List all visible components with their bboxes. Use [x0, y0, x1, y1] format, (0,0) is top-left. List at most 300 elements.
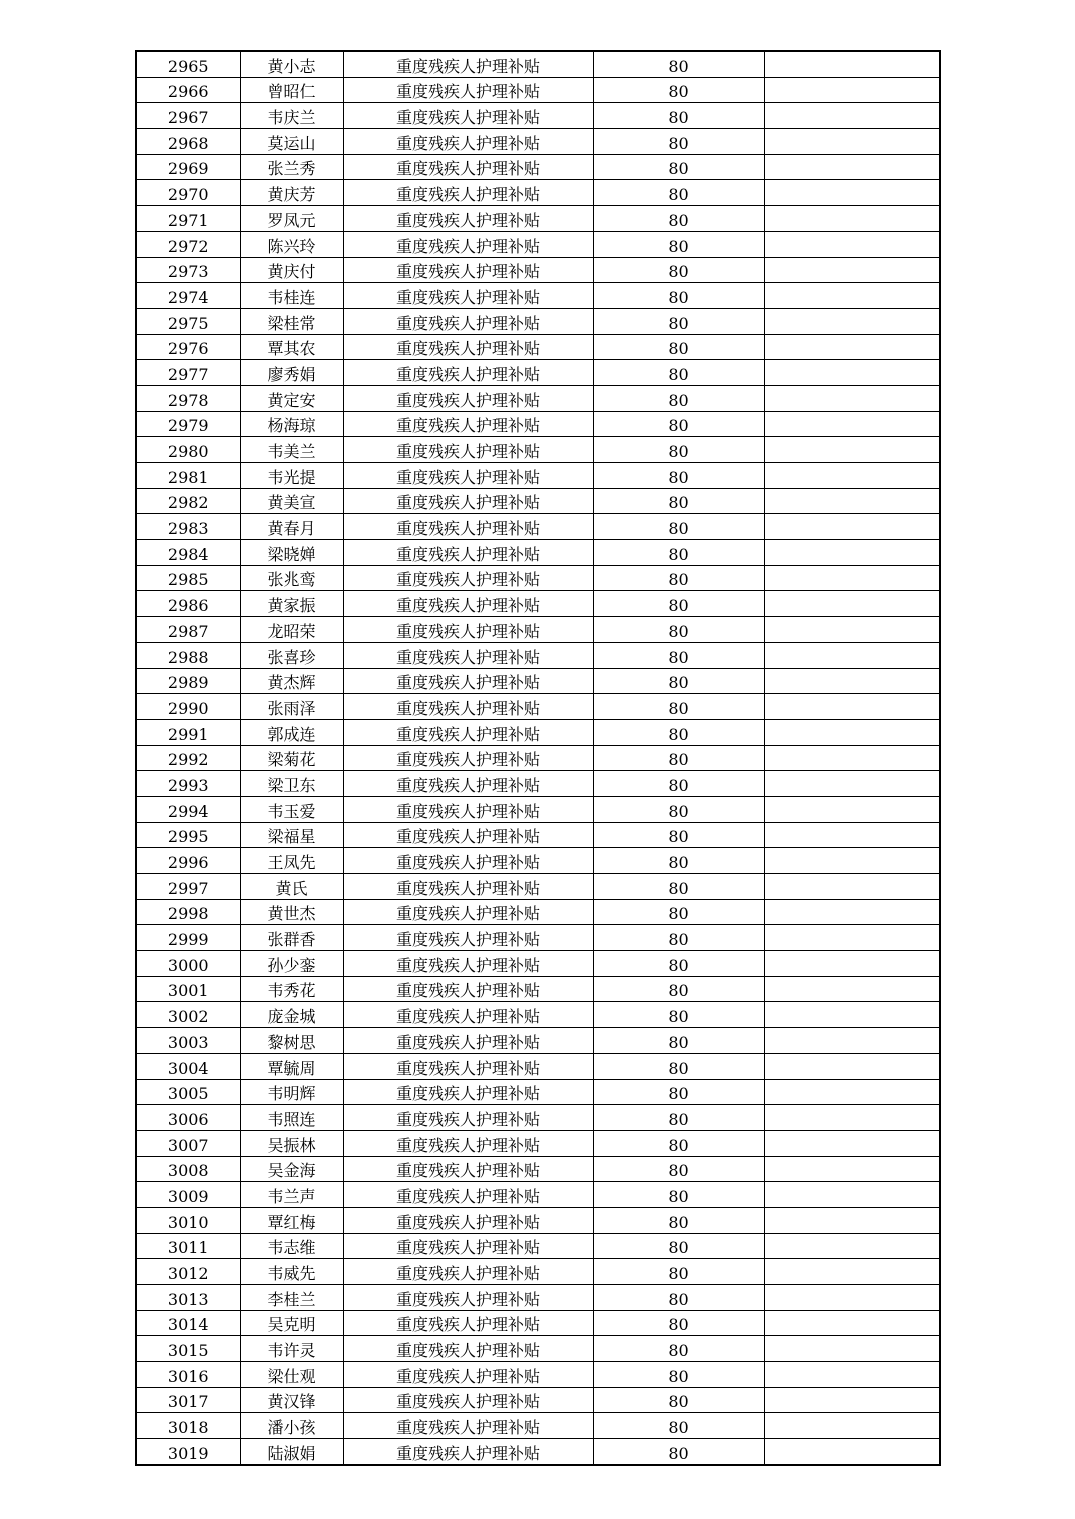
- name-cell: 黄庆芳: [240, 180, 343, 206]
- table-row: [136, 1310, 940, 1336]
- note-cell: [764, 411, 940, 437]
- amount-cell: 80: [593, 437, 764, 463]
- subsidy-type-cell: 重度残疾人护理补贴: [343, 1028, 593, 1054]
- amount-cell: 80: [593, 283, 764, 309]
- row-number-cell: 2995: [136, 822, 240, 848]
- amount-cell: 80: [593, 51, 764, 77]
- row-number-cell: 2967: [136, 103, 240, 129]
- note-cell: [764, 231, 940, 257]
- table-row: [136, 925, 940, 951]
- amount-cell: 80: [593, 642, 764, 668]
- table-row: [136, 231, 940, 257]
- table-row: [136, 129, 940, 155]
- row-number-cell: 2981: [136, 463, 240, 489]
- note-cell: [764, 822, 940, 848]
- name-cell: 黄氏: [240, 874, 343, 900]
- note-cell: [764, 463, 940, 489]
- table-row: [136, 1028, 940, 1054]
- amount-cell: 80: [593, 1156, 764, 1182]
- amount-cell: 80: [593, 540, 764, 566]
- note-cell: [764, 308, 940, 334]
- table-row: [136, 1336, 940, 1362]
- table-row: [136, 437, 940, 463]
- subsidy-type-cell: 重度残疾人护理补贴: [343, 642, 593, 668]
- subsidy-type-cell: 重度残疾人护理补贴: [343, 719, 593, 745]
- row-number-cell: 3003: [136, 1028, 240, 1054]
- subsidy-type-cell: 重度残疾人护理补贴: [343, 822, 593, 848]
- name-cell: 韦光提: [240, 463, 343, 489]
- table-row: [136, 1207, 940, 1233]
- amount-cell: 80: [593, 1387, 764, 1413]
- subsidy-type-cell: 重度残疾人护理补贴: [343, 51, 593, 77]
- table-row: [136, 463, 940, 489]
- table-row: [136, 848, 940, 874]
- row-number-cell: 2966: [136, 77, 240, 103]
- row-number-cell: 2985: [136, 565, 240, 591]
- table-row: [136, 1053, 940, 1079]
- note-cell: [764, 617, 940, 643]
- amount-cell: 80: [593, 1105, 764, 1131]
- subsidy-type-cell: 重度残疾人护理补贴: [343, 591, 593, 617]
- table-row: [136, 257, 940, 283]
- name-cell: 张喜珍: [240, 642, 343, 668]
- row-number-cell: 2969: [136, 154, 240, 180]
- subsidy-type-cell: 重度残疾人护理补贴: [343, 514, 593, 540]
- note-cell: [764, 642, 940, 668]
- subsidy-type-cell: 重度残疾人护理补贴: [343, 77, 593, 103]
- table-row: [136, 1182, 940, 1208]
- note-cell: [764, 103, 940, 129]
- amount-cell: 80: [593, 745, 764, 771]
- row-number-cell: 3008: [136, 1156, 240, 1182]
- note-cell: [764, 1053, 940, 1079]
- note-cell: [764, 796, 940, 822]
- note-cell: [764, 206, 940, 232]
- name-cell: 庞金城: [240, 1002, 343, 1028]
- subsidy-type-cell: 重度残疾人护理补贴: [343, 1233, 593, 1259]
- table-row: [136, 642, 940, 668]
- subsidy-type-cell: 重度残疾人护理补贴: [343, 1413, 593, 1439]
- row-number-cell: 3018: [136, 1413, 240, 1439]
- table-row: [136, 617, 940, 643]
- note-cell: [764, 1207, 940, 1233]
- row-number-cell: 3002: [136, 1002, 240, 1028]
- amount-cell: 80: [593, 1207, 764, 1233]
- amount-cell: 80: [593, 77, 764, 103]
- row-number-cell: 2987: [136, 617, 240, 643]
- table-row: [136, 103, 940, 129]
- note-cell: [764, 1182, 940, 1208]
- name-cell: 韦桂连: [240, 283, 343, 309]
- table-row: [136, 565, 940, 591]
- amount-cell: 80: [593, 848, 764, 874]
- name-cell: 莫运山: [240, 129, 343, 155]
- row-number-cell: 3019: [136, 1439, 240, 1465]
- subsidy-type-cell: 重度残疾人护理补贴: [343, 694, 593, 720]
- name-cell: 黄庆付: [240, 257, 343, 283]
- subsidy-type-cell: 重度残疾人护理补贴: [343, 745, 593, 771]
- amount-cell: 80: [593, 206, 764, 232]
- note-cell: [764, 1130, 940, 1156]
- name-cell: 韦志维: [240, 1233, 343, 1259]
- table-row: [136, 951, 940, 977]
- amount-cell: 80: [593, 796, 764, 822]
- row-number-cell: 3009: [136, 1182, 240, 1208]
- subsidy-type-cell: 重度残疾人护理补贴: [343, 796, 593, 822]
- row-number-cell: 2973: [136, 257, 240, 283]
- table-row: [136, 308, 940, 334]
- subsidy-type-cell: 重度残疾人护理补贴: [343, 1053, 593, 1079]
- amount-cell: 80: [593, 694, 764, 720]
- row-number-cell: 2999: [136, 925, 240, 951]
- amount-cell: 80: [593, 565, 764, 591]
- amount-cell: 80: [593, 822, 764, 848]
- amount-cell: 80: [593, 874, 764, 900]
- note-cell: [764, 1105, 940, 1131]
- amount-cell: 80: [593, 925, 764, 951]
- note-cell: [764, 976, 940, 1002]
- note-cell: [764, 874, 940, 900]
- name-cell: 吴克明: [240, 1310, 343, 1336]
- name-cell: 梁晓婵: [240, 540, 343, 566]
- note-cell: [764, 1233, 940, 1259]
- note-cell: [764, 694, 940, 720]
- row-number-cell: 3004: [136, 1053, 240, 1079]
- amount-cell: 80: [593, 1336, 764, 1362]
- row-number-cell: 2990: [136, 694, 240, 720]
- note-cell: [764, 745, 940, 771]
- note-cell: [764, 771, 940, 797]
- row-number-cell: 2996: [136, 848, 240, 874]
- name-cell: 韦许灵: [240, 1336, 343, 1362]
- name-cell: 黄汉锋: [240, 1387, 343, 1413]
- note-cell: [764, 1413, 940, 1439]
- note-cell: [764, 1387, 940, 1413]
- note-cell: [764, 668, 940, 694]
- table-row: [136, 540, 940, 566]
- name-cell: 孙少銮: [240, 951, 343, 977]
- table-row: [136, 1130, 940, 1156]
- row-number-cell: 3017: [136, 1387, 240, 1413]
- amount-cell: 80: [593, 463, 764, 489]
- name-cell: 黄美宣: [240, 488, 343, 514]
- note-cell: [764, 283, 940, 309]
- amount-cell: 80: [593, 951, 764, 977]
- row-number-cell: 2997: [136, 874, 240, 900]
- note-cell: [764, 488, 940, 514]
- table-row: [136, 1362, 940, 1388]
- row-number-cell: 3011: [136, 1233, 240, 1259]
- table-row: [136, 514, 940, 540]
- row-number-cell: 3000: [136, 951, 240, 977]
- table-row: [136, 1002, 940, 1028]
- amount-cell: 80: [593, 231, 764, 257]
- amount-cell: 80: [593, 1053, 764, 1079]
- table-row: [136, 1233, 940, 1259]
- amount-cell: 80: [593, 719, 764, 745]
- amount-cell: 80: [593, 334, 764, 360]
- name-cell: 张兰秀: [240, 154, 343, 180]
- subsidy-type-cell: 重度残疾人护理补贴: [343, 180, 593, 206]
- subsidy-type-cell: 重度残疾人护理补贴: [343, 1439, 593, 1465]
- table-row: [136, 360, 940, 386]
- subsidy-type-cell: 重度残疾人护理补贴: [343, 1387, 593, 1413]
- subsidy-table-body: [136, 51, 940, 1465]
- subsidy-type-cell: 重度残疾人护理补贴: [343, 617, 593, 643]
- subsidy-type-cell: 重度残疾人护理补贴: [343, 463, 593, 489]
- subsidy-type-cell: 重度残疾人护理补贴: [343, 1105, 593, 1131]
- row-number-cell: 2979: [136, 411, 240, 437]
- subsidy-type-cell: 重度残疾人护理补贴: [343, 899, 593, 925]
- amount-cell: 80: [593, 1259, 764, 1285]
- note-cell: [764, 925, 940, 951]
- row-number-cell: 3016: [136, 1362, 240, 1388]
- row-number-cell: 3005: [136, 1079, 240, 1105]
- note-cell: [764, 1079, 940, 1105]
- amount-cell: 80: [593, 771, 764, 797]
- subsidy-type-cell: 重度残疾人护理补贴: [343, 976, 593, 1002]
- table-row: [136, 77, 940, 103]
- row-number-cell: 2972: [136, 231, 240, 257]
- table-row: [136, 154, 940, 180]
- subsidy-type-cell: 重度残疾人护理补贴: [343, 771, 593, 797]
- subsidy-type-cell: 重度残疾人护理补贴: [343, 1259, 593, 1285]
- name-cell: 韦秀花: [240, 976, 343, 1002]
- amount-cell: 80: [593, 385, 764, 411]
- subsidy-type-cell: 重度残疾人护理补贴: [343, 925, 593, 951]
- note-cell: [764, 514, 940, 540]
- amount-cell: 80: [593, 1310, 764, 1336]
- subsidy-type-cell: 重度残疾人护理补贴: [343, 231, 593, 257]
- name-cell: 廖秀娟: [240, 360, 343, 386]
- note-cell: [764, 1439, 940, 1465]
- note-cell: [764, 334, 940, 360]
- subsidy-type-cell: 重度残疾人护理补贴: [343, 1207, 593, 1233]
- note-cell: [764, 899, 940, 925]
- name-cell: 韦美兰: [240, 437, 343, 463]
- amount-cell: 80: [593, 257, 764, 283]
- name-cell: 黄定安: [240, 385, 343, 411]
- row-number-cell: 2970: [136, 180, 240, 206]
- row-number-cell: 2991: [136, 719, 240, 745]
- name-cell: 吴振林: [240, 1130, 343, 1156]
- note-cell: [764, 540, 940, 566]
- subsidy-type-cell: 重度残疾人护理补贴: [343, 1002, 593, 1028]
- name-cell: 梁仕观: [240, 1362, 343, 1388]
- note-cell: [764, 1362, 940, 1388]
- name-cell: 梁卫东: [240, 771, 343, 797]
- name-cell: 韦兰声: [240, 1182, 343, 1208]
- row-number-cell: 2986: [136, 591, 240, 617]
- amount-cell: 80: [593, 1079, 764, 1105]
- amount-cell: 80: [593, 1285, 764, 1311]
- table-row: [136, 1285, 940, 1311]
- subsidy-table: [135, 50, 941, 1466]
- amount-cell: 80: [593, 488, 764, 514]
- subsidy-type-cell: 重度残疾人护理补贴: [343, 1310, 593, 1336]
- name-cell: 韦玉爱: [240, 796, 343, 822]
- table-row: [136, 822, 940, 848]
- subsidy-type-cell: 重度残疾人护理补贴: [343, 540, 593, 566]
- name-cell: 曾昭仁: [240, 77, 343, 103]
- subsidy-type-cell: 重度残疾人护理补贴: [343, 565, 593, 591]
- name-cell: 黎树思: [240, 1028, 343, 1054]
- subsidy-type-cell: 重度残疾人护理补贴: [343, 1130, 593, 1156]
- subsidy-type-cell: 重度残疾人护理补贴: [343, 1182, 593, 1208]
- name-cell: 韦明辉: [240, 1079, 343, 1105]
- amount-cell: 80: [593, 1439, 764, 1465]
- amount-cell: 80: [593, 514, 764, 540]
- note-cell: [764, 1028, 940, 1054]
- amount-cell: 80: [593, 103, 764, 129]
- name-cell: 黄家振: [240, 591, 343, 617]
- row-number-cell: 2968: [136, 129, 240, 155]
- table-row: [136, 899, 940, 925]
- note-cell: [764, 1285, 940, 1311]
- row-number-cell: 2998: [136, 899, 240, 925]
- name-cell: 梁菊花: [240, 745, 343, 771]
- name-cell: 王凤先: [240, 848, 343, 874]
- table-row: [136, 1259, 940, 1285]
- table-row: [136, 796, 940, 822]
- name-cell: 黄杰辉: [240, 668, 343, 694]
- subsidy-type-cell: 重度残疾人护理补贴: [343, 1285, 593, 1311]
- name-cell: 黄小志: [240, 51, 343, 77]
- subsidy-type-cell: 重度残疾人护理补贴: [343, 951, 593, 977]
- table-row: [136, 1439, 940, 1465]
- subsidy-type-cell: 重度残疾人护理补贴: [343, 334, 593, 360]
- table-row: [136, 745, 940, 771]
- name-cell: 龙昭荣: [240, 617, 343, 643]
- row-number-cell: 3010: [136, 1207, 240, 1233]
- amount-cell: 80: [593, 976, 764, 1002]
- row-number-cell: 3007: [136, 1130, 240, 1156]
- name-cell: 韦照连: [240, 1105, 343, 1131]
- name-cell: 黄世杰: [240, 899, 343, 925]
- table-row: [136, 719, 940, 745]
- subsidy-type-cell: 重度残疾人护理补贴: [343, 488, 593, 514]
- subsidy-type-cell: 重度残疾人护理补贴: [343, 848, 593, 874]
- row-number-cell: 2974: [136, 283, 240, 309]
- note-cell: [764, 77, 940, 103]
- note-cell: [764, 180, 940, 206]
- table-row: [136, 51, 940, 77]
- row-number-cell: 2982: [136, 488, 240, 514]
- table-row: [136, 411, 940, 437]
- subsidy-type-cell: 重度残疾人护理补贴: [343, 1362, 593, 1388]
- row-number-cell: 3014: [136, 1310, 240, 1336]
- table-row: [136, 488, 940, 514]
- name-cell: 覃红梅: [240, 1207, 343, 1233]
- row-number-cell: 3006: [136, 1105, 240, 1131]
- table-row: [136, 874, 940, 900]
- note-cell: [764, 1336, 940, 1362]
- name-cell: 张兆鸾: [240, 565, 343, 591]
- table-row: [136, 668, 940, 694]
- subsidy-type-cell: 重度残疾人护理补贴: [343, 874, 593, 900]
- amount-cell: 80: [593, 1182, 764, 1208]
- table-row: [136, 1156, 940, 1182]
- table-row: [136, 771, 940, 797]
- row-number-cell: 3012: [136, 1259, 240, 1285]
- name-cell: 黄春月: [240, 514, 343, 540]
- subsidy-type-cell: 重度残疾人护理补贴: [343, 308, 593, 334]
- subsidy-type-cell: 重度残疾人护理补贴: [343, 206, 593, 232]
- table-row: [136, 1387, 940, 1413]
- subsidy-type-cell: 重度残疾人护理补贴: [343, 1336, 593, 1362]
- row-number-cell: 2977: [136, 360, 240, 386]
- subsidy-type-cell: 重度残疾人护理补贴: [343, 1156, 593, 1182]
- subsidy-type-cell: 重度残疾人护理补贴: [343, 257, 593, 283]
- name-cell: 覃其农: [240, 334, 343, 360]
- amount-cell: 80: [593, 1002, 764, 1028]
- row-number-cell: 2984: [136, 540, 240, 566]
- subsidy-type-cell: 重度残疾人护理补贴: [343, 103, 593, 129]
- row-number-cell: 2980: [136, 437, 240, 463]
- name-cell: 李桂兰: [240, 1285, 343, 1311]
- subsidy-type-cell: 重度残疾人护理补贴: [343, 154, 593, 180]
- note-cell: [764, 1310, 940, 1336]
- note-cell: [764, 360, 940, 386]
- amount-cell: 80: [593, 360, 764, 386]
- note-cell: [764, 848, 940, 874]
- subsidy-type-cell: 重度残疾人护理补贴: [343, 1079, 593, 1105]
- name-cell: 陆淑娟: [240, 1439, 343, 1465]
- note-cell: [764, 129, 940, 155]
- amount-cell: 80: [593, 1130, 764, 1156]
- note-cell: [764, 154, 940, 180]
- note-cell: [764, 1002, 940, 1028]
- amount-cell: 80: [593, 411, 764, 437]
- amount-cell: 80: [593, 617, 764, 643]
- row-number-cell: 2971: [136, 206, 240, 232]
- table-row: [136, 283, 940, 309]
- row-number-cell: 2989: [136, 668, 240, 694]
- note-cell: [764, 565, 940, 591]
- note-cell: [764, 591, 940, 617]
- table-row: [136, 694, 940, 720]
- row-number-cell: 3013: [136, 1285, 240, 1311]
- amount-cell: 80: [593, 180, 764, 206]
- row-number-cell: 3015: [136, 1336, 240, 1362]
- subsidy-type-cell: 重度残疾人护理补贴: [343, 411, 593, 437]
- table-row: [136, 976, 940, 1002]
- table-row: [136, 1079, 940, 1105]
- name-cell: 韦威先: [240, 1259, 343, 1285]
- amount-cell: 80: [593, 899, 764, 925]
- amount-cell: 80: [593, 1233, 764, 1259]
- row-number-cell: 2976: [136, 334, 240, 360]
- amount-cell: 80: [593, 591, 764, 617]
- row-number-cell: 3001: [136, 976, 240, 1002]
- subsidy-type-cell: 重度残疾人护理补贴: [343, 668, 593, 694]
- name-cell: 罗凤元: [240, 206, 343, 232]
- subsidy-type-cell: 重度残疾人护理补贴: [343, 385, 593, 411]
- table-row: [136, 206, 940, 232]
- note-cell: [764, 257, 940, 283]
- subsidy-type-cell: 重度残疾人护理补贴: [343, 360, 593, 386]
- name-cell: 吴金海: [240, 1156, 343, 1182]
- subsidy-type-cell: 重度残疾人护理补贴: [343, 129, 593, 155]
- note-cell: [764, 951, 940, 977]
- table-row: [136, 180, 940, 206]
- name-cell: 梁福星: [240, 822, 343, 848]
- name-cell: 郭成连: [240, 719, 343, 745]
- amount-cell: 80: [593, 129, 764, 155]
- amount-cell: 80: [593, 1362, 764, 1388]
- amount-cell: 80: [593, 1413, 764, 1439]
- amount-cell: 80: [593, 308, 764, 334]
